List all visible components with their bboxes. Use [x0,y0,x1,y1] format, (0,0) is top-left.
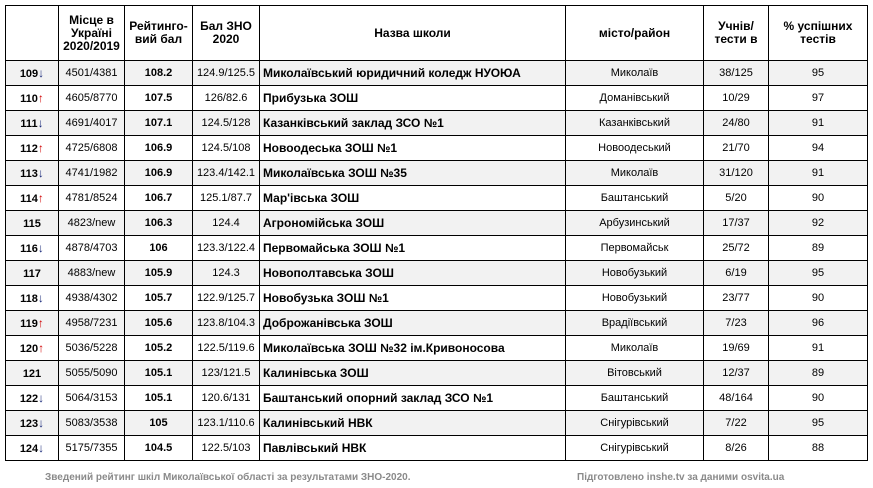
rating-score-cell: 107.5 [125,86,193,111]
school-name-cell: Казанківський заклад ЗСО №1 [260,111,566,136]
ukraine-place-cell: 5083/3538 [59,411,125,436]
zno-score-cell: 120.6/131 [193,386,260,411]
header-region-place [6,6,59,61]
success-cell: 96 [769,311,868,336]
school-name-cell: Калинівський НВК [260,411,566,436]
trend-down-icon: ↓ [37,116,44,130]
rating-score-cell: 106.3 [125,211,193,236]
city-cell: Вітовський [566,361,704,386]
students-cell: 24/80 [704,111,769,136]
success-cell: 89 [769,361,868,386]
region-place-cell [6,61,59,86]
students-cell: 7/23 [704,311,769,336]
header-ukraine-place: Місце в Україні 2020/2019 [59,6,125,61]
table-row [6,286,868,311]
region-place-cell [6,86,59,111]
region-place-number: 117 [23,268,41,280]
success-cell: 90 [769,286,868,311]
school-name-cell: Прибузька ЗОШ [260,86,566,111]
success-cell: 89 [769,236,868,261]
success-cell: 88 [769,436,868,461]
rating-score-cell: 106.9 [125,161,193,186]
region-place-number: 116 [20,243,38,255]
region-place-number: 109 [19,68,39,80]
students-cell: 6/19 [704,261,769,286]
rating-score-cell: 106.9 [125,136,193,161]
city-cell: Арбузинський [566,211,704,236]
ukraine-place-cell: 4938/4302 [59,286,125,311]
trend-up-icon: ↑ [37,191,44,205]
region-place-cell [6,336,59,361]
region-place-number: 120 [19,343,39,355]
ukraine-place-cell: 4781/8524 [59,186,125,211]
rating-score-cell: 105.6 [125,311,193,336]
region-place-number: 112 [20,143,38,155]
footer-caption: Зведений рейтинг шкіл Миколаївської області за результатами ЗНО-2020. [45,472,411,483]
school-name-cell: Миколаївський юридичний коледж НУОЮА [260,61,566,86]
header-students: Учнів/тести в [704,6,769,61]
school-name-cell: Доброжанівська ЗОШ [260,311,566,336]
region-place-cell [6,186,59,211]
trend-up-icon: ↑ [37,91,44,105]
city-cell: Миколаїв [566,61,704,86]
zno-score-cell: 123/121.5 [193,361,260,386]
region-place-cell [6,111,59,136]
zno-score-cell: 126/82.6 [193,86,260,111]
school-name-cell: Миколаївська ЗОШ №35 [260,161,566,186]
table-row [6,186,868,211]
school-name-cell: Агрономійська ЗОШ [260,211,566,236]
rating-score-cell: 105.1 [125,361,193,386]
rating-score-cell: 107.1 [125,111,193,136]
trend-down-icon: ↓ [37,166,44,180]
zno-score-cell: 124.5/128 [193,111,260,136]
city-cell: Снігурівський [566,436,704,461]
region-place-cell [6,311,59,336]
success-cell: 92 [769,211,868,236]
success-cell: 90 [769,386,868,411]
ukraine-place-cell: 4501/4381 [59,61,125,86]
zno-score-cell: 123.8/104.3 [193,311,260,336]
zno-score-cell: 123.3/122.4 [193,236,260,261]
city-cell: Казанківський [566,111,704,136]
region-place-number: 121 [22,368,42,380]
table-row [6,86,868,111]
zno-score-cell: 123.4/142.1 [193,161,260,186]
table-row [6,436,868,461]
students-cell: 21/70 [704,136,769,161]
students-cell: 7/22 [704,411,769,436]
region-place-number: 123 [19,418,39,430]
table-row [6,361,868,386]
zno-score-cell: 123.1/110.6 [193,411,260,436]
zno-score-cell: 122.9/125.7 [193,286,260,311]
table-row [6,161,868,186]
trend-down-icon: ↓ [37,241,44,255]
city-cell: Миколаїв [566,161,704,186]
city-cell: Баштанський [566,386,704,411]
students-cell: 23/77 [704,286,769,311]
region-place-cell [6,286,59,311]
school-name-cell: Миколаївська ЗОШ №32 ім.Кривоносова [260,336,566,361]
school-name-cell: Новобузька ЗОШ №1 [260,286,566,311]
students-cell: 8/26 [704,436,769,461]
ukraine-place-cell: 4883/new [59,261,125,286]
students-cell: 12/37 [704,361,769,386]
footer-source: Підготовлено inshe.tv за даними osvita.ua [577,472,785,483]
school-name-cell: Первомайська ЗОШ №1 [260,236,566,261]
zno-score-cell: 124.4 [193,211,260,236]
table-row [6,411,868,436]
school-name-cell: Калинівська ЗОШ [260,361,566,386]
rating-score-cell: 106.7 [125,186,193,211]
school-name-cell: Павлівський НВК [260,436,566,461]
success-cell: 95 [769,261,868,286]
success-cell: 91 [769,161,868,186]
region-place-number: 111 [20,118,38,130]
students-cell: 17/37 [704,211,769,236]
school-name-cell: Новоодеська ЗОШ №1 [260,136,566,161]
region-place-cell [6,436,59,461]
region-place-number: 118 [20,293,38,305]
table-row [6,386,868,411]
zno-score-cell: 124.9/125.5 [193,61,260,86]
table-row [6,61,868,86]
success-cell: 95 [769,61,868,86]
school-rating-table [5,5,868,461]
success-cell: 91 [769,336,868,361]
region-place-cell [6,361,59,386]
city-cell: Первомайськ [566,236,704,261]
trend-up-icon: ↑ [38,341,45,355]
students-cell: 10/29 [704,86,769,111]
success-cell: 91 [769,111,868,136]
students-cell: 31/120 [704,161,769,186]
success-cell: 94 [769,136,868,161]
region-place-number: 115 [23,218,41,230]
success-cell: 97 [769,86,868,111]
header-rating-score: Рейтинго-вий бал [125,6,193,61]
city-cell: Миколаїв [566,336,704,361]
city-cell: Доманівський [566,86,704,111]
city-cell: Баштанський [566,186,704,211]
students-cell: 5/20 [704,186,769,211]
ukraine-place-cell: 4878/4703 [59,236,125,261]
region-place-cell [6,236,59,261]
header-success: % успішних тестів [769,6,868,61]
region-place-number: 122 [19,393,39,405]
table-row [6,336,868,361]
table-row [6,311,868,336]
trend-up-icon: ↑ [37,316,44,330]
region-place-cell [6,211,59,236]
trend-down-icon: ↓ [37,291,44,305]
zno-score-cell: 124.5/108 [193,136,260,161]
success-cell: 95 [769,411,868,436]
region-place-number: 114 [20,193,38,205]
rating-score-cell: 105.1 [125,386,193,411]
city-cell: Новоодеський [566,136,704,161]
ukraine-place-cell: 5055/5090 [59,361,125,386]
ukraine-place-cell: 4725/6808 [59,136,125,161]
trend-down-icon: ↓ [38,441,45,455]
students-cell: 19/69 [704,336,769,361]
region-place-cell [6,411,59,436]
header-zno-score: Бал ЗНО 2020 [193,6,260,61]
zno-score-cell: 122.5/119.6 [193,336,260,361]
rating-score-cell: 104.5 [125,436,193,461]
students-cell: 25/72 [704,236,769,261]
ukraine-place-cell: 5175/7355 [59,436,125,461]
table-row [6,236,868,261]
zno-score-cell: 125.1/87.7 [193,186,260,211]
rating-score-cell: 105 [125,411,193,436]
success-cell: 90 [769,186,868,211]
ukraine-place-cell: 4823/new [59,211,125,236]
region-place-cell [6,161,59,186]
trend-down-icon: ↓ [38,391,45,405]
ukraine-place-cell: 5064/3153 [59,386,125,411]
ukraine-place-cell: 4958/7231 [59,311,125,336]
region-place-cell [6,136,59,161]
rating-score-cell: 105.2 [125,336,193,361]
rating-score-cell: 108.2 [125,61,193,86]
table-row [6,261,868,286]
rating-score-cell: 105.7 [125,286,193,311]
students-cell: 38/125 [704,61,769,86]
region-place-number: 113 [20,168,38,180]
region-place-cell [6,386,59,411]
trend-up-icon: ↑ [37,141,44,155]
rating-score-cell: 105.9 [125,261,193,286]
city-cell: Врадіївський [566,311,704,336]
zno-score-cell: 122.5/103 [193,436,260,461]
city-cell: Новобузький [566,286,704,311]
header-city: місто/район [566,6,704,61]
table-row [6,211,868,236]
ukraine-place-cell: 4741/1982 [59,161,125,186]
rating-score-cell: 106 [125,236,193,261]
trend-down-icon: ↓ [38,416,45,430]
header-school-name: Назва школи [260,6,566,61]
zno-score-cell: 124.3 [193,261,260,286]
ukraine-place-cell: 4605/8770 [59,86,125,111]
ukraine-place-cell: 5036/5228 [59,336,125,361]
region-place-number: 124 [19,443,39,455]
header-row [6,6,868,61]
trend-down-icon: ↓ [38,66,45,80]
school-name-cell: Мар'івська ЗОШ [260,186,566,211]
school-name-cell: Новополтавська ЗОШ [260,261,566,286]
city-cell: Новобузький [566,261,704,286]
region-place-number: 110 [20,93,38,105]
city-cell: Снігурівський [566,411,704,436]
region-place-cell [6,261,59,286]
region-place-number: 119 [20,318,38,330]
ukraine-place-cell: 4691/4017 [59,111,125,136]
table-row [6,136,868,161]
table-row [6,111,868,136]
school-name-cell: Баштанський опорний заклад ЗСО №1 [260,386,566,411]
students-cell: 48/164 [704,386,769,411]
